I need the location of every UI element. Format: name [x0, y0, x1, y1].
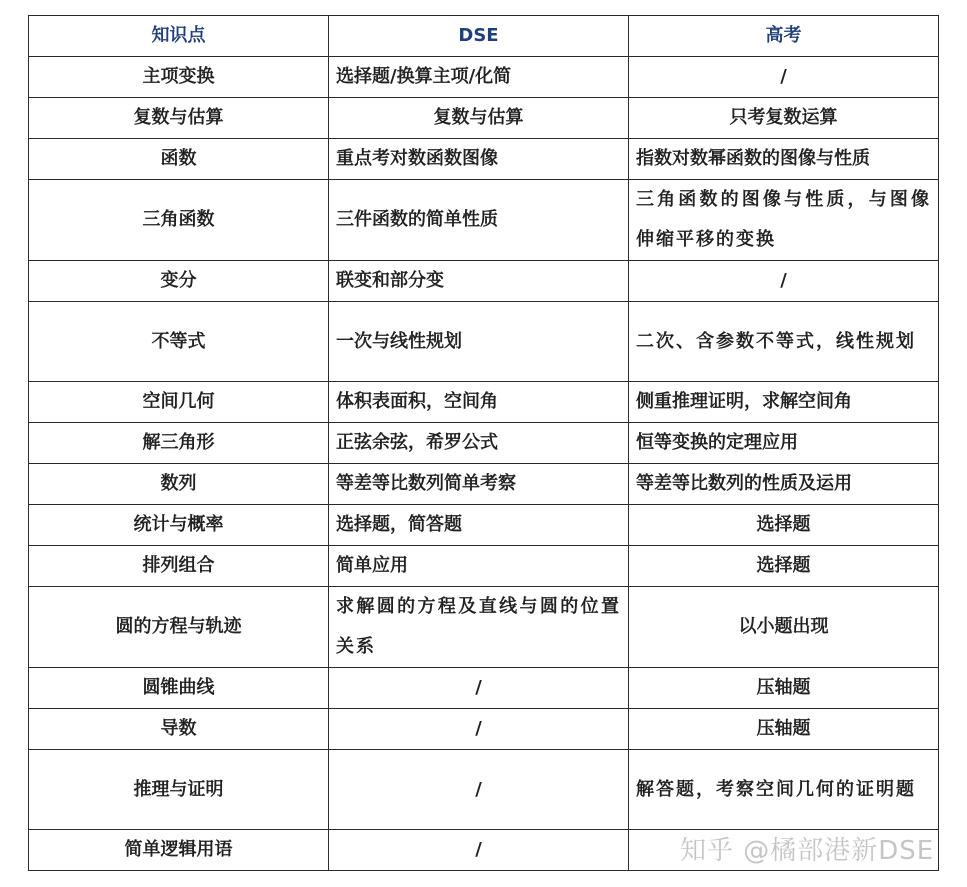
topic-cell: 统计与概率	[29, 505, 329, 546]
gaokao-cell: 二次、含参数不等式，线性规划	[629, 302, 939, 382]
header-dse: DSE	[329, 16, 629, 57]
topic-cell: 空间几何	[29, 382, 329, 423]
gaokao-cell: 指数对数幂函数的图像与性质	[629, 139, 939, 180]
table-row	[29, 546, 939, 587]
table-row	[29, 750, 939, 830]
table-row	[29, 302, 939, 382]
table-body	[29, 57, 939, 871]
gaokao-cell: 选择题	[629, 505, 939, 546]
header-gaokao: 高考	[629, 16, 939, 57]
dse-cell: 一次与线性规划	[329, 302, 629, 382]
topic-cell: 主项变换	[29, 57, 329, 98]
dse-cell: 选择题/换算主项/化简	[329, 57, 629, 98]
table-row	[29, 709, 939, 750]
topic-cell: 不等式	[29, 302, 329, 382]
dse-cell: 联变和部分变	[329, 261, 629, 302]
dse-cell: /	[329, 750, 629, 830]
dse-cell: 复数与估算	[329, 98, 629, 139]
header-topic: 知识点	[29, 16, 329, 57]
gaokao-cell: /	[629, 261, 939, 302]
table-header-row	[29, 16, 939, 57]
gaokao-cell: 压轴题	[629, 709, 939, 750]
table-row	[29, 139, 939, 180]
topic-cell: 圆锥曲线	[29, 668, 329, 709]
zhihu-watermark: 知乎 @橘部港新DSE	[680, 836, 935, 866]
dse-cell: 重点考对数函数图像	[329, 139, 629, 180]
topic-cell: 导数	[29, 709, 329, 750]
table-row	[29, 464, 939, 505]
dse-cell: /	[329, 830, 629, 871]
dse-cell: /	[329, 668, 629, 709]
dse-cell: 等差等比数列简单考察	[329, 464, 629, 505]
topic-cell: 复数与估算	[29, 98, 329, 139]
gaokao-cell: 压轴题	[629, 668, 939, 709]
gaokao-cell: 只考复数运算	[629, 98, 939, 139]
topic-cell: 变分	[29, 261, 329, 302]
table-row	[29, 505, 939, 546]
table-row	[29, 423, 939, 464]
gaokao-cell: 选择题	[629, 546, 939, 587]
table-row	[29, 98, 939, 139]
topic-cell: 推理与证明	[29, 750, 329, 830]
gaokao-cell: 等差等比数列的性质及运用	[629, 464, 939, 505]
table-row	[29, 382, 939, 423]
gaokao-cell: 侧重推理证明，求解空间角	[629, 382, 939, 423]
topic-cell: 圆的方程与轨迹	[29, 587, 329, 668]
topic-cell: 解三角形	[29, 423, 329, 464]
dse-cell: 求解圆的方程及直线与圆的位置关系	[329, 587, 629, 668]
gaokao-cell: 以小题出现	[629, 587, 939, 668]
dse-cell: 正弦余弦，希罗公式	[329, 423, 629, 464]
topic-cell: 数列	[29, 464, 329, 505]
table-row	[29, 261, 939, 302]
gaokao-cell: 解答题，考察空间几何的证明题	[629, 750, 939, 830]
dse-cell: /	[329, 709, 629, 750]
gaokao-cell: 恒等变换的定理应用	[629, 423, 939, 464]
gaokao-cell: /	[629, 57, 939, 98]
topic-cell: 排列组合	[29, 546, 329, 587]
dse-cell: 体积表面积，空间角	[329, 382, 629, 423]
gaokao-cell: 三角函数的图像与性质，与图像伸缩平移的变换	[629, 180, 939, 261]
table-row	[29, 57, 939, 98]
table-row	[29, 668, 939, 709]
dse-cell: 选择题，简答题	[329, 505, 629, 546]
table-row	[29, 180, 939, 261]
comparison-table	[28, 15, 939, 871]
topic-cell: 函数	[29, 139, 329, 180]
topic-cell: 三角函数	[29, 180, 329, 261]
dse-cell: 三件函数的简单性质	[329, 180, 629, 261]
dse-cell: 简单应用	[329, 546, 629, 587]
topic-cell: 简单逻辑用语	[29, 830, 329, 871]
table-row	[29, 587, 939, 668]
